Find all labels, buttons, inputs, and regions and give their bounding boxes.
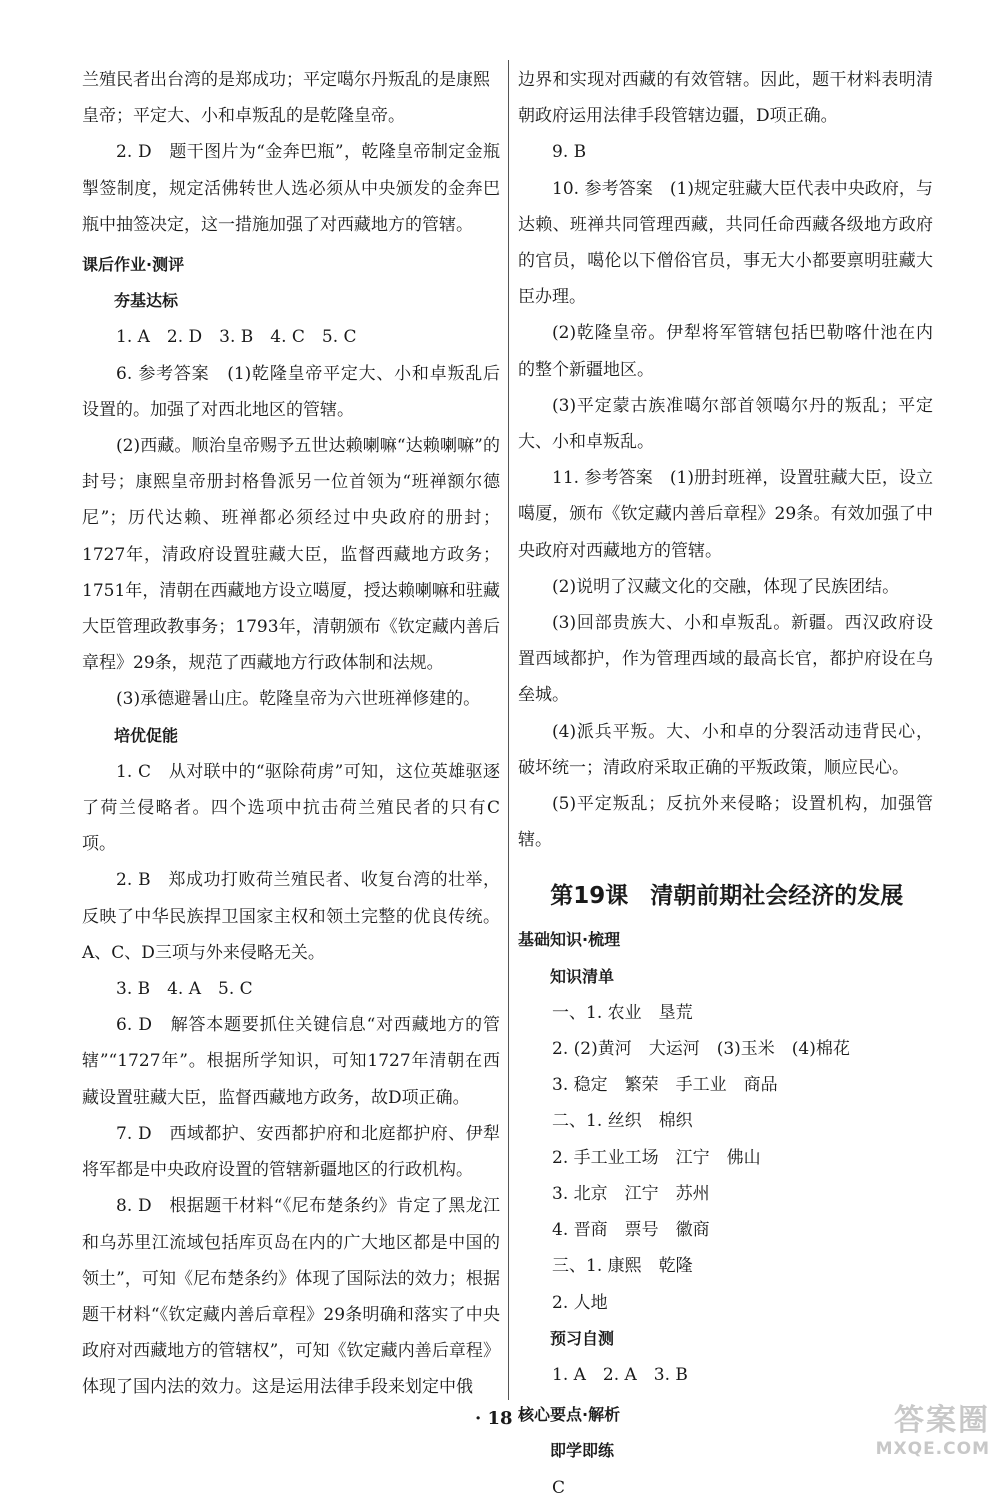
- subsection-heading: 知识清单: [550, 966, 615, 986]
- column-divider: [508, 60, 509, 1400]
- answer-paragraph: 6. D 解答本题要抓住关键信息“对西藏地方的管辖”“1727年”。根据所学知识，可知1727年清朝在西藏设置驻藏大臣，监督西藏地方政务，故D项正确。: [82, 1015, 500, 1108]
- answer-paragraph: 10. 参考答案 (1)规定驻藏大臣代表中央政府，与达赖、班禅共同管理西藏，共同任命西藏各级地方政府的官员，噶伦以下僧俗官员，事无大小都要禀明驻藏大臣办理。: [518, 178, 933, 308]
- answer-paragraph: 2. D 题干图片为“金奔巴瓶”，乾隆皇帝制定金瓶掣签制度，规定活佛转世人选必须从中央颁发的金奔巴瓶中抽签决定，这一措施加强了对西藏地方的管辖。: [82, 142, 500, 235]
- answer-paragraph: 4. 晋商 票号 徽商: [552, 1220, 710, 1241]
- answer-paragraph: 3. B 4. A 5. C: [116, 979, 253, 1000]
- answer-paragraph: 1. A 2. D 3. B 4. C 5. C: [116, 327, 357, 348]
- answer-paragraph: (3)回部贵族大、小和卓叛乱。新疆。西汉政府设置西域都护，作为管理西域的最高长官，都护府设在乌垒城。: [518, 613, 933, 706]
- answer-paragraph: 三、1. 康熙 乾隆: [552, 1256, 693, 1277]
- subsection-heading: 夯基达标: [114, 291, 179, 311]
- lesson-heading: [518, 876, 933, 916]
- answer-paragraph: 7. D 西域都护、安西都护府和北庭都护府、伊犁将军都是中央政府设置的管辖新疆地区的行政机构。: [82, 1123, 500, 1181]
- answer-paragraph: 2. B 郑成功打败荷兰殖民者、收复台湾的壮举，反映了中华民族捍卫国家主权和领土完整的优良传统。A、C、D三项与外来侵略无关。: [82, 870, 500, 963]
- subsection-heading: 预习自测: [550, 1328, 615, 1348]
- answer-paragraph: (3)平定蒙古族准噶尔部首领噶尔丹的叛乱；平定大、小和卓叛乱。: [518, 395, 933, 453]
- right-answers: [518, 62, 933, 858]
- answer-paragraph: C: [552, 1477, 566, 1498]
- answer-paragraph: (2)乾隆皇帝。伊犁将军管辖包括巴勒喀什池在内的整个新疆地区。: [518, 323, 933, 380]
- watermark-text: 答案圈: [894, 1403, 990, 1438]
- right-column: [518, 62, 933, 1506]
- watermark-logo: [800, 1395, 990, 1459]
- answer-paragraph: 1. C 从对联中的“驱除荷虏”可知，这位英雄驱逐了荷兰侵略者。四个选项中抗击荷兰殖民者的只有C项。: [82, 761, 500, 855]
- answer-paragraph: 一、1. 农业 垦荒: [552, 1002, 693, 1023]
- answer-paragraph: (2)说明了汉藏文化的交融，体现了民族团结。: [552, 576, 900, 597]
- answer-paragraph: (4)派兵平叛。大、小和卓的分裂活动违背民心，破坏统一；清政府采取正确的平叛政策，顺应民心。: [518, 721, 933, 778]
- answer-paragraph: 3. 稳定 繁荣 手工业 商品: [552, 1075, 778, 1096]
- answer-paragraph: 2. 手工业工场 江宁 佛山: [552, 1147, 761, 1168]
- section-heading: 核心要点·解析: [518, 1405, 621, 1425]
- subsection-heading: 即学即练: [550, 1441, 615, 1461]
- subsection-heading: 培优促能: [114, 725, 179, 745]
- answer-paragraph: (3)承德避暑山庄。乾隆皇帝为六世班禅修建的。: [116, 689, 481, 710]
- section-heading: 课后作业·测评: [82, 255, 185, 275]
- lesson-title: 清朝前期社会经济的发展: [650, 883, 904, 910]
- answer-paragraph: 11. 参考答案 (1)册封班禅，设置驻藏大臣，设立噶厦，颁布《钦定藏内善后章程》29条。有效加强了中央政府对西藏地方的管辖。: [518, 468, 933, 561]
- answer-paragraph: (5)平定叛乱；反抗外来侵略；设置机构，加强管辖。: [518, 794, 933, 851]
- answer-paragraph: 皇帝；平定大、小和卓叛乱的是乾隆皇帝。: [82, 106, 405, 127]
- answer-paragraph: 1. A 2. A 3. B: [552, 1364, 688, 1385]
- section-heading: 基础知识·梳理: [518, 930, 621, 950]
- left-column: [82, 62, 500, 1406]
- answer-paragraph: 3. 北京 江宁 苏州: [552, 1183, 710, 1204]
- answer-paragraph: 兰殖民者出台湾的是郑成功；平定噶尔丹叛乱的是康熙: [82, 70, 490, 90]
- answer-paragraph: 8. D 根据题干材料“《尼布楚条约》肯定了黑龙江和乌苏里江流域包括库页岛在内的广大地区都是中国的领土”，可知《尼布楚条约》体现了国际法的效力；根据题干材料“《钦定藏内善后章程》29条明确和落实了中央政府对西藏地方的管辖权”，可知《钦定藏内善后章程》体现了国内法的效力。这是运用法律手段来划定中俄: [82, 1196, 500, 1398]
- answer-paragraph: 边界和实现对西藏的有效管辖。因此，题干材料表明清朝政府运用法律手段管辖边疆，D项正确。: [518, 70, 933, 127]
- answer-paragraph: 2. (2)黄河 大运河 (3)玉米 (4)棉花: [552, 1039, 850, 1060]
- page-number: · 18 ·: [474, 1408, 526, 1429]
- answer-paragraph: 9. B: [552, 142, 587, 163]
- answer-paragraph: 6. 参考答案 (1)乾隆皇帝平定大、小和卓叛乱后设置的。加强了对西北地区的管辖。: [82, 363, 500, 420]
- lesson-number: 第19课: [550, 883, 629, 910]
- answer-paragraph: (2)西藏。顺治皇帝赐予五世达赖喇嘛“达赖喇嘛”的封号；康熙皇帝册封格鲁派另一位首领为“班禅额尔德尼”；历代达赖、班禅都必须经过中央政府的册封；1727年，清政府设置驻藏大臣，监督西藏地方政务；1751年，清朝在西藏地方设立噶厦，授达赖喇嘛和驻藏大臣管理政教事务；1793年，清朝颁布《钦定藏内善后章程》29条，规范了西藏地方行政体制和法规。: [82, 436, 500, 674]
- answer-paragraph: 2. 人地: [552, 1292, 608, 1313]
- answer-paragraph: 二、1. 丝织 棉织: [552, 1111, 693, 1132]
- watermark-url: MXQE.COM: [875, 1439, 990, 1459]
